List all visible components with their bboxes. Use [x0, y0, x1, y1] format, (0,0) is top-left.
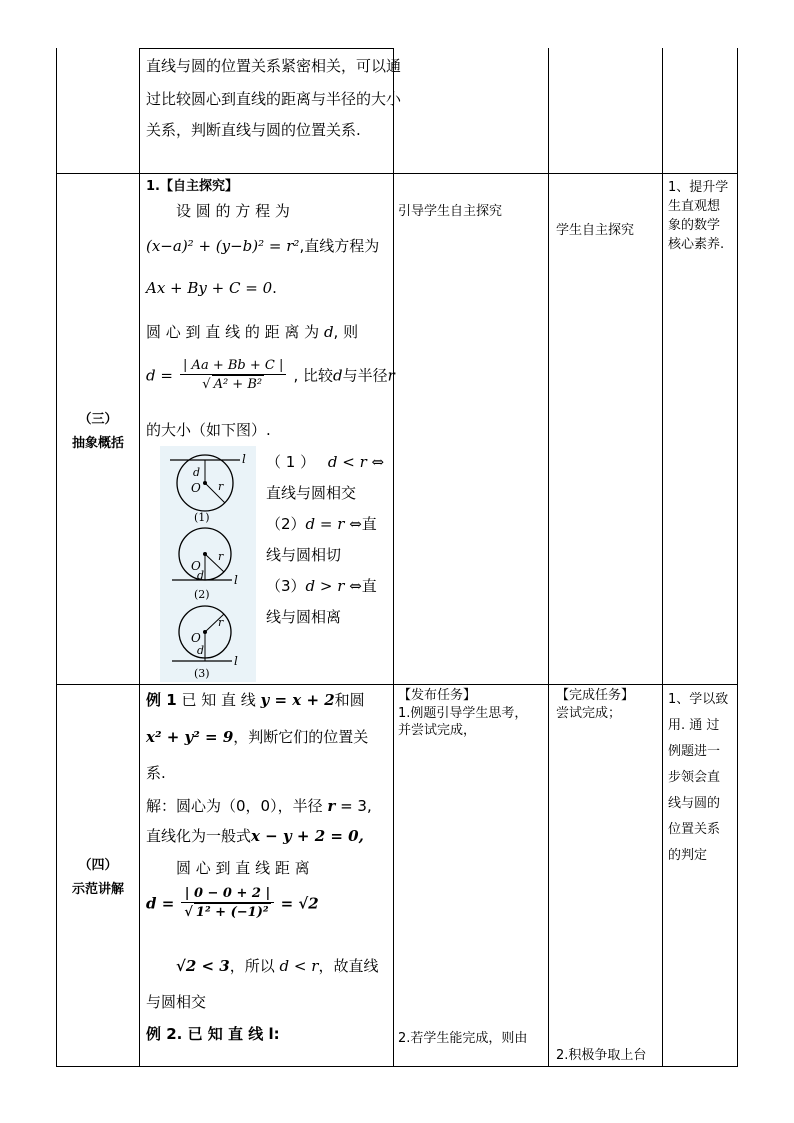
section-4-intent [668, 687, 728, 869]
example-2-line: 例 2. 已 知 直 线 l: [146, 1025, 280, 1043]
section-4-student-line-1: 尝试完成； [556, 706, 622, 721]
distance-formula-row [146, 358, 395, 394]
stage-3-number: （三） [78, 412, 118, 427]
example-1-label: 例 1 [146, 691, 177, 709]
section-4-intent-line-3: 例题进一 [668, 744, 721, 759]
case-3-result: 线与圆相离 [266, 608, 342, 626]
case-1-label: （ 1 ） [266, 453, 316, 471]
case-2-label: （2） [266, 515, 306, 533]
example-1-text-1: 已 知 直 线 [181, 691, 256, 709]
solution-distance-lhs: d = [146, 894, 175, 913]
section-4-teacher-line-1: 1.例题引导学生思考， [398, 706, 528, 721]
line-equation-intro: ,直线方程为 [299, 237, 380, 255]
distance-then: , 则 [333, 323, 359, 341]
solution-distance-formula [146, 886, 319, 922]
case-3-math: d > r ⇔ [305, 577, 362, 595]
figure-3-center [203, 630, 207, 634]
distance-formula-denominator: A² + B² [213, 377, 263, 392]
section-4-intent-line-6: 位置关系 [668, 822, 721, 837]
distance-formula-lhs: d = [146, 366, 173, 385]
self-inquiry-heading: 1.【自主探究】 [146, 179, 238, 194]
line-equation-period: . [272, 279, 277, 297]
solution-line-3: 圆 心 到 直 线 距 离 [176, 859, 310, 877]
column-divider-4 [662, 48, 663, 1067]
stage-3-label [58, 410, 138, 454]
figure-3-center-label: O [191, 631, 201, 645]
figure-2-r-label: r [218, 550, 224, 563]
circle-line-figure [160, 446, 256, 682]
example-1-line-2 [146, 727, 368, 747]
case-2-math: d = r ⇔ [305, 515, 362, 533]
figure-1-line-label: l [242, 452, 246, 466]
case-3-line-a [266, 576, 377, 596]
case-2-result: 线与圆相切 [266, 546, 342, 564]
solution-line-6: 与圆相交 [146, 993, 207, 1011]
section-4-teacher-title: 【发布任务】 [398, 688, 477, 703]
section-4-teacher-line-3: 2.若学生能完成，则由 [398, 1031, 528, 1046]
example-1-line-1 [146, 690, 365, 710]
top-content-line-2: 过比较圆心到直线的距离与半径的大小 [146, 90, 402, 108]
solution-radius-var: r [327, 797, 336, 815]
figure-1-r-label: r [218, 480, 224, 493]
example-1-text-2: 和圆 [334, 691, 365, 709]
example-1-line-3: 系. [146, 764, 166, 782]
solution-compare-dr: d < r [279, 957, 319, 975]
table-border-right [737, 48, 738, 1067]
top-content-line-3: 关系，判断直线与圆的位置关系. [146, 121, 361, 139]
line-equation: Ax + By + C = 0 [146, 279, 273, 297]
section-4-student-title: 【完成任务】 [556, 688, 635, 703]
figure-1-center-label: O [191, 481, 201, 495]
figure-2-center [203, 552, 207, 556]
solution-so: ，所以 [229, 957, 275, 975]
solution-distance-value: = √2 [280, 894, 319, 913]
solution-line-1 [146, 796, 372, 816]
section-3-intent-line-4: 核心素养. [668, 237, 725, 252]
section-4-intent-line-2: 用. 通 过 [668, 718, 720, 733]
row-divider-1 [56, 173, 738, 174]
figure-3-line-label: l [234, 654, 238, 668]
distance-formula-denominator-wrap: √ A² + B² [202, 377, 263, 392]
figure-2-line-label: l [234, 573, 238, 587]
solution-general-form: x − y + 2 = 0, [251, 827, 364, 845]
distance-text: 圆 心 到 直 线 的 距 离 为 [146, 323, 320, 341]
section-3-intent-line-3: 象的数学 [668, 218, 721, 233]
case-1-result: 直线与圆相交 [266, 484, 357, 502]
distance-statement [146, 322, 358, 342]
case-1-math: d < r ⇔ [327, 453, 385, 471]
figure-1-d-label: d [193, 466, 201, 479]
section-3-intent-line-2: 生直观想 [668, 199, 721, 214]
solution-compare: √2 < 3 [176, 957, 230, 975]
line-equation-row [146, 278, 277, 298]
figure-2-caption: (2) [194, 588, 210, 601]
case-3-label: （3） [266, 577, 306, 595]
circle-equation: (x−a)² + (y−b)² = r² [146, 237, 300, 255]
solution-general-form-text: 直线化为一般式 [146, 827, 252, 845]
stage-4-label [58, 856, 138, 900]
distance-formula-numerator: | Aa + Bb + C | [180, 358, 286, 375]
section-3-intent [668, 178, 728, 254]
compare-text: , 比较 [293, 366, 333, 385]
case-2-line-a [266, 514, 377, 534]
case-3-tail: 直 [361, 577, 377, 595]
section-3-teacher-activity: 引导学生自主探究 [398, 204, 503, 219]
circle-line-figure-svg [160, 446, 256, 682]
example-1-circle-equation: x² + y² = 9 [146, 728, 234, 746]
case-2-tail: 直 [361, 515, 377, 533]
figure-3-r-label: r [218, 616, 224, 629]
solution-line-5 [176, 956, 378, 976]
stage-4-title: 示范讲解 [71, 882, 124, 897]
section-4-intent-line-7: 的判定 [668, 848, 708, 863]
section-4-intent-line-5: 线与圆的 [668, 796, 721, 811]
table-border-left [56, 48, 57, 1067]
section-4-teacher-line-2: 并尝试完成， [398, 723, 477, 738]
compare-d: d [333, 366, 343, 385]
compare-r: r [387, 366, 395, 385]
solution-center: 解：圆心为（0，0），半径 [146, 797, 323, 815]
figure-2-center-label: O [191, 559, 201, 573]
solution-distance-numerator: | 0 − 0 + 2 | [181, 886, 273, 903]
row-divider-2 [56, 684, 738, 685]
stage-4-number: （四） [78, 858, 118, 873]
figure-3-caption: (3) [194, 667, 210, 680]
example-1-line-equation: y = x + 2 [260, 691, 335, 709]
figure-3-d-label: d [197, 644, 205, 657]
column-divider-1 [139, 48, 140, 1067]
figure-1-caption: (1) [194, 511, 210, 524]
row-divider-top-partial [139, 48, 394, 49]
solution-distance-denominator-wrap: √ 1² + (−1)² [184, 905, 269, 920]
section-4-intent-line-1: 1、学以致 [668, 692, 729, 707]
figure-2-d-label: d [197, 569, 205, 582]
solution-therefore: ，故直线 [318, 957, 379, 975]
circle-equation-line [146, 236, 379, 256]
section-3-student-activity: 学生自主探究 [556, 223, 635, 238]
case-1-line-a [266, 452, 384, 472]
solution-line-2 [146, 826, 364, 846]
distance-formula-fraction [180, 358, 286, 394]
solution-distance-denominator: 1² + (−1)² [195, 905, 269, 920]
size-text: 的大小（如下图）. [146, 421, 271, 439]
section-4-intent-line-4: 步领会直 [668, 770, 721, 785]
stage-3-title: 抽象概括 [71, 436, 124, 451]
top-content-line-1: 直线与圆的位置关系紧密相关，可以通 [146, 57, 402, 75]
figure-1-center [203, 481, 207, 485]
solution-radius-value: = 3, [340, 797, 372, 815]
compare-mid: 与半径 [342, 366, 388, 385]
column-divider-2 [393, 48, 394, 1067]
distance-var: d [323, 323, 334, 341]
section-4-student-line-2: 2.积极争取上台 [556, 1048, 647, 1063]
example-1-text-3: ，判断它们的位置关 [233, 728, 369, 746]
solution-distance-fraction [181, 886, 273, 922]
column-divider-3 [548, 48, 549, 1067]
table-border-bottom [56, 1066, 738, 1067]
section-3-intent-line-1: 1、提升学 [668, 180, 729, 195]
circle-equation-intro: 设 圆 的 方 程 为 [176, 202, 290, 220]
